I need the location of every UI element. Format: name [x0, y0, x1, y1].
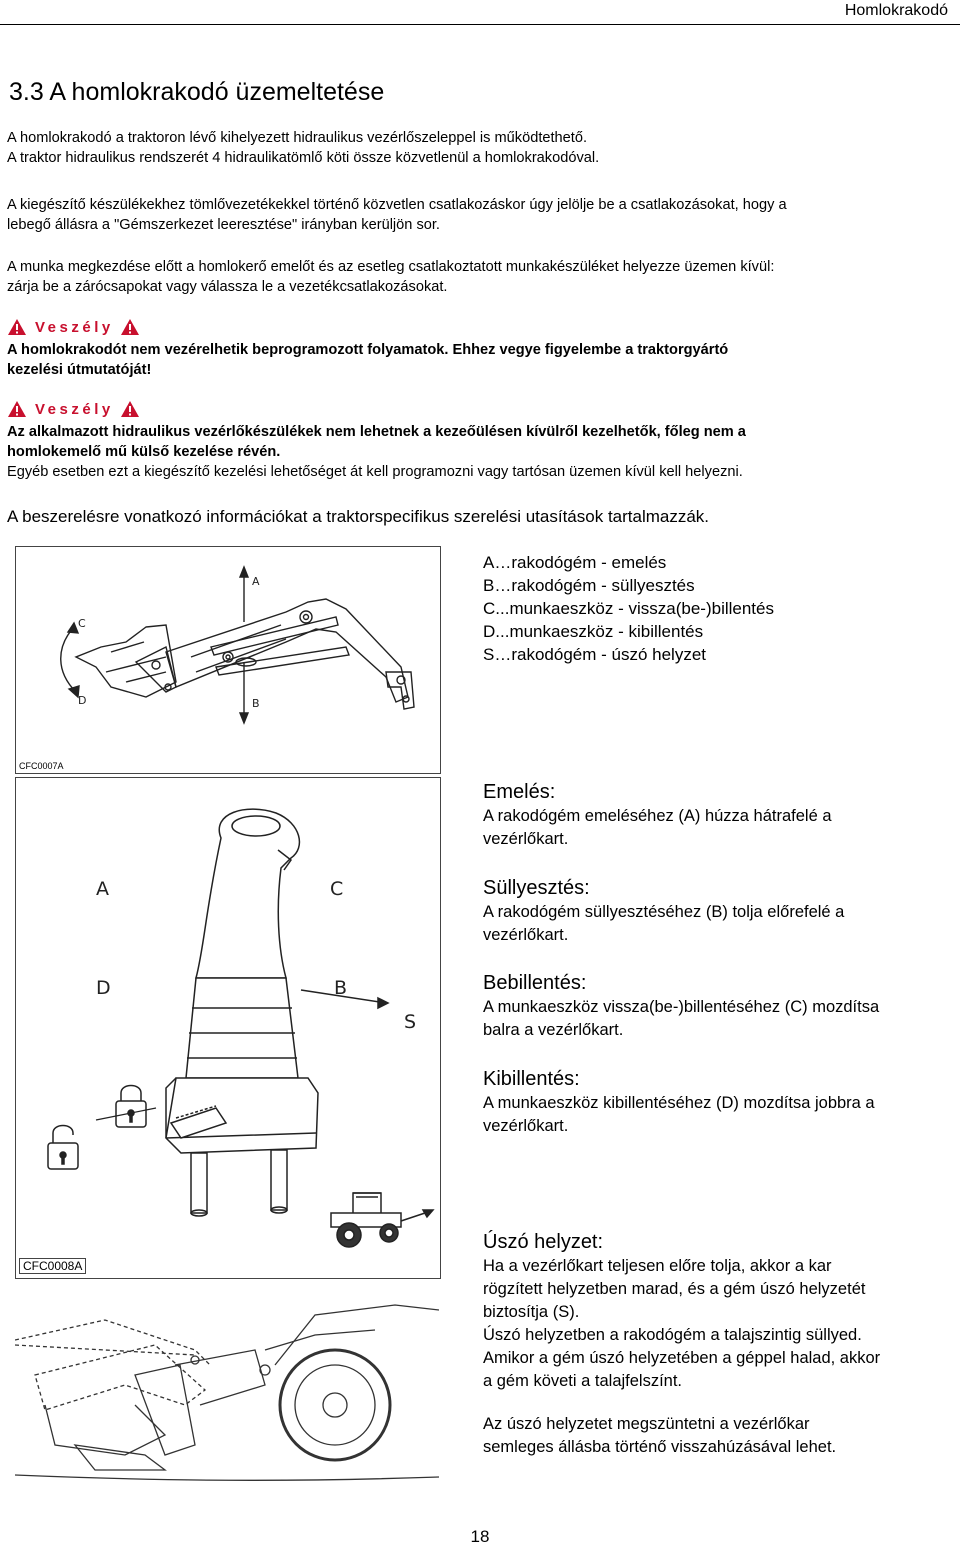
paragraph-line: A homlokrakodó a traktoron lévő kihelyezett hidraulikus vezérlőszeleppel is működtethető.	[7, 130, 588, 146]
legend-item: C...munkaeszköz - vissza(be-)billentés	[483, 599, 774, 618]
description-line: A munkaeszköz vissza(be-)billentéséhez (C) mozdítsa	[483, 998, 880, 1016]
description-line: semleges állásba történő visszahúzásával lehet.	[483, 1438, 837, 1456]
figure-caption: CFC0008A	[19, 1258, 86, 1274]
float-description	[483, 1229, 959, 1393]
tilt-out-description	[483, 1066, 959, 1138]
paragraph-line: A traktor hidraulikus rendszerét 4 hidraulikatömlő köti össze közvetlenül a homlokrakodóval.	[7, 150, 600, 166]
description-line: Az úszó helyzetet megszüntetni a vezérlőkar	[483, 1415, 810, 1433]
description-line: vezérlőkart.	[483, 926, 569, 944]
fig2-label-a: A	[96, 878, 109, 900]
paragraph-line: lebegő állásra a "Gémszerkezet leeresztése" irányban kerüljön sor.	[7, 217, 440, 233]
fig2-label-d: D	[96, 977, 111, 999]
paragraph-line: A munka megkezdése előtt a homlokerő emelőt és az esetleg csatlakoztatott munkakészüléket helyezze üzemen kívül:	[7, 259, 775, 275]
description-line: balra a vezérlőkart.	[483, 1021, 624, 1039]
tilt-in-heading: Bebillentés:	[483, 972, 587, 994]
tilt-out-heading: Kibillentés:	[483, 1068, 580, 1090]
fig2-label-c: C	[330, 878, 344, 900]
danger-text: Az alkalmazott hidraulikus vezérlőkészülékek nem lehetnek a kezeőülésen kívülről kezelhetők, főleg nem a	[7, 424, 746, 440]
legend-item: A…rakodógém - emelés	[483, 553, 667, 572]
danger-text: A homlokrakodót nem vezérelhetik beprogramozott folyamatok. Ehhez vegye figyelembe a traktorgyártó	[7, 342, 729, 358]
float-exit-description	[483, 1413, 959, 1459]
description-line: biztosítja (S).	[483, 1303, 580, 1321]
figure-caption: CFC0007A	[19, 761, 64, 771]
tilt-in-description	[483, 970, 959, 1042]
warning-triangle-icon	[7, 400, 27, 418]
fig2-label-s: S	[404, 1011, 417, 1033]
fig1-label-c: C	[78, 617, 86, 630]
description-line: Úszó helyzetben a rakodógém a talajszintig süllyed.	[483, 1326, 862, 1344]
loader-float-drawing	[15, 1295, 439, 1495]
danger-label: Veszély	[35, 318, 114, 336]
description-line: a gém követi a talajfelszínt.	[483, 1372, 683, 1390]
legend-item: D...munkaeszköz - kibillentés	[483, 622, 704, 641]
danger-heading	[7, 318, 140, 336]
danger-text: kezelési útmutatóját!	[7, 362, 152, 378]
legend-item: B…rakodógém - süllyesztés	[483, 576, 695, 595]
paragraph-line: Egyéb esetben ezt a kiegészítő kezelési lehetőséget át kell programozni vagy tartósan üzemen kívül kell helyezni.	[7, 464, 743, 480]
legend-list	[483, 551, 774, 666]
description-line: A rakodógém süllyesztéséhez (B) tolja előrefelé a	[483, 903, 845, 921]
fig2-label-b: B	[334, 977, 348, 999]
joystick-drawing	[16, 778, 440, 1278]
lift-heading: Emelés:	[483, 781, 556, 803]
danger-heading	[7, 400, 140, 418]
legend-item: S…rakodógém - úszó helyzet	[483, 645, 706, 664]
fig1-label-d: D	[78, 694, 87, 707]
fig1-label-b: B	[252, 697, 260, 710]
paragraph-line: zárja be a zárócsapokat vagy válassza le a vezetékcsatlakozásokat.	[7, 279, 448, 295]
lower-heading: Süllyesztés:	[483, 877, 590, 899]
joystick-figure	[15, 777, 441, 1279]
description-line: A munkaeszköz kibillentéséhez (D) mozdítsa jobbra a	[483, 1094, 875, 1112]
section-title: 3.3 A homlokrakodó üzemeltetése	[9, 78, 385, 106]
description-line: Amikor a gém úszó helyzetében a géppel halad, akkor	[483, 1349, 881, 1367]
description-line: Ha a vezérlőkart teljesen előre tolja, akkor a kar	[483, 1257, 832, 1275]
install-note: A beszerelésre vonatkozó információkat a traktorspecifikus szerelési utasítások tartalmazzák.	[7, 507, 710, 526]
danger-text: homlokemelő mű külső kezelése révén.	[7, 444, 281, 460]
paragraph-line: A kiegészítő készülékekhez tömlővezetékekkel történő közvetlen csatlakozáskor úgy jelölje be a csatlakozásokat, hogy a	[7, 197, 787, 213]
description-line: vezérlőkart.	[483, 1117, 569, 1135]
lift-description	[483, 779, 959, 851]
loader-arm-figure	[15, 546, 441, 774]
description-line: rögzített helyzetben marad, és a gém úszó helyzetét	[483, 1280, 866, 1298]
warning-triangle-icon	[120, 400, 140, 418]
float-heading: Úszó helyzet:	[483, 1231, 604, 1253]
fig1-label-a: A	[252, 575, 260, 588]
lower-description	[483, 875, 959, 947]
running-title: Homlokrakodó	[844, 2, 948, 19]
loader-arm-drawing	[16, 547, 440, 773]
danger-label: Veszély	[35, 400, 114, 418]
loader-float-figure	[15, 1295, 439, 1495]
page-number: 18	[470, 1527, 490, 1546]
header-rule	[0, 24, 960, 25]
description-line: vezérlőkart.	[483, 830, 569, 848]
warning-triangle-icon	[7, 318, 27, 336]
description-line: A rakodógém emeléséhez (A) húzza hátrafelé a	[483, 807, 832, 825]
warning-triangle-icon	[120, 318, 140, 336]
